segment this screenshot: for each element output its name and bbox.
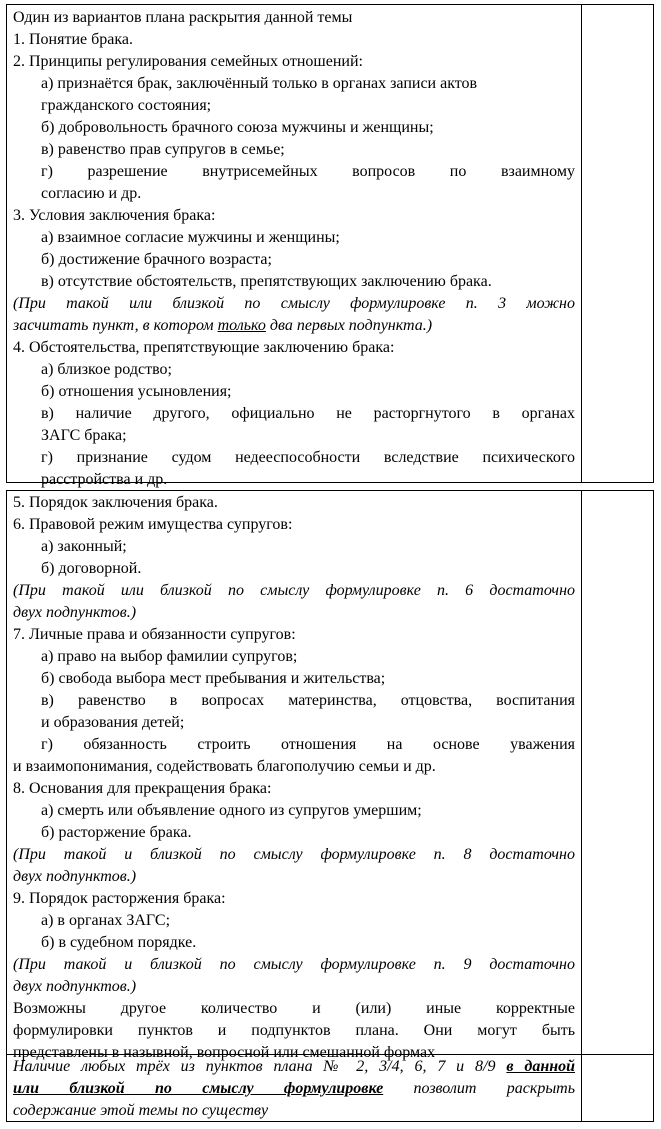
item-7: 7. Личные права и обязанности супругов: <box>13 626 296 643</box>
final-cell <box>13 1056 575 1122</box>
item-9a: а) в органах ЗАГС; <box>41 912 171 929</box>
item-2d-line2: согласию и др. <box>41 185 142 202</box>
note-8-line2: двух подпунктов.) <box>13 868 137 885</box>
final-line3: содержание этой темы по существу <box>13 1102 269 1119</box>
plan-table-bottom <box>6 490 654 1122</box>
item-7d-line1: г) обязанность строить отношения на основе уважения <box>41 736 575 753</box>
final-text-a: Наличие любых трёх из пунктов плана № 2, 3/4, 6, 7 и 8/9 <box>13 1058 507 1075</box>
note-3-underlined: только <box>217 317 266 334</box>
item-6a: а) законный; <box>41 538 127 555</box>
final-line1 <box>13 1056 575 1078</box>
item-2d-line1: г) разрешение внутрисемейных вопросов по взаимному <box>41 163 575 180</box>
item-4d-line1: г) признание судом недееспособности вследствие психического <box>41 449 575 466</box>
item-7c-line2: и образования детей; <box>41 714 185 731</box>
item-2c: в) равенство прав супругов в семье; <box>41 141 285 158</box>
item-2a-line1: а) признаётся брак, заключённый только в органах записи актов <box>41 75 478 92</box>
item-7d-line2: и взаимопонимания, содействовать благополучию семьи и др. <box>13 758 436 775</box>
other-line2: формулировки пунктов и подпунктов плана. Они могут быть <box>13 1022 575 1039</box>
final-text-b: позволит раскрыть <box>383 1080 576 1097</box>
note-3-text-b: два первых подпункта.) <box>265 317 433 334</box>
plan-header: Один из вариантов плана раскрытия данной темы <box>13 9 353 26</box>
item-4d-line2: расстройства и др. <box>41 471 168 488</box>
item-7a: а) право на выбор фамилии супругов; <box>41 648 298 665</box>
item-3a: а) взаимное согласие мужчины и женщины; <box>41 229 340 246</box>
note-6-line2: двух подпунктов.) <box>13 604 137 621</box>
item-8: 8. Основания для прекращения брака: <box>13 780 272 797</box>
final-emphasis-1: в данной <box>506 1058 575 1075</box>
item-2a-line2: гражданского состояния; <box>41 97 212 114</box>
item-7b: б) свобода выбора мест пребывания и жительства; <box>41 670 386 687</box>
item-3c: в) отсутствие обстоятельств, препятствующих заключению брака. <box>41 273 492 290</box>
item-4c-line1: в) наличие другого, официально не расторгнутого в органах <box>41 405 575 422</box>
item-8b: б) расторжение брака. <box>41 824 192 841</box>
item-3b: б) достижение брачного возраста; <box>41 251 272 268</box>
item-6: 6. Правовой режим имущества супругов: <box>13 516 293 533</box>
other-line1: Возможны другое количество и (или) иные корректные <box>13 1000 575 1017</box>
note-8-line1: (При такой и близкой по смыслу формулировке п. 8 достаточно <box>13 846 575 863</box>
note-9-line1: (При такой и близкой по смыслу формулировке п. 9 достаточно <box>13 956 575 973</box>
plan-cell-top <box>13 7 575 491</box>
note-9-line2: двух подпунктов.) <box>13 978 137 995</box>
item-7c-line1: в) равенство в вопросах материнства, отцовства, воспитания <box>41 692 575 709</box>
note-3-text-a: засчитать пункт, в котором <box>13 317 218 334</box>
item-9b: б) в судебном порядке. <box>41 934 197 951</box>
column-divider <box>581 5 582 482</box>
item-2: 2. Принципы регулирования семейных отношений: <box>13 53 363 70</box>
column-divider <box>581 491 582 1121</box>
note-6-line1: (При такой или близкой по смыслу формулировке п. 6 достаточно <box>13 582 575 599</box>
plan-table-top <box>6 4 654 488</box>
plan-cell-bottom <box>13 492 575 1064</box>
final-line2 <box>13 1078 575 1100</box>
item-1: 1. Понятие брака. <box>13 31 134 48</box>
item-4b: б) отношения усыновления; <box>41 383 232 400</box>
final-emphasis-2: или близкой по смыслу формулировке <box>13 1080 384 1097</box>
item-3: 3. Условия заключения брака: <box>13 207 216 224</box>
item-4c-line2: ЗАГС брака; <box>41 427 127 444</box>
item-2b: б) добровольность брачного союза мужчины и женщины; <box>41 119 434 136</box>
item-5: 5. Порядок заключения брака. <box>13 494 218 511</box>
item-9: 9. Порядок расторжения брака: <box>13 890 226 907</box>
item-8a: а) смерть или объявление одного из супругов умершим; <box>41 802 422 819</box>
other-line3: представлены в назывной, вопросной или смешанной формах <box>13 1044 436 1061</box>
item-4a: а) близкое родство; <box>41 361 172 378</box>
item-4: 4. Обстоятельства, препятствующие заключению брака: <box>13 339 395 356</box>
note-3-line2 <box>13 315 575 337</box>
note-3-line1: (При такой или близкой по смыслу формулировке п. 3 можно <box>13 295 575 312</box>
item-6b: б) договорной. <box>41 560 142 577</box>
